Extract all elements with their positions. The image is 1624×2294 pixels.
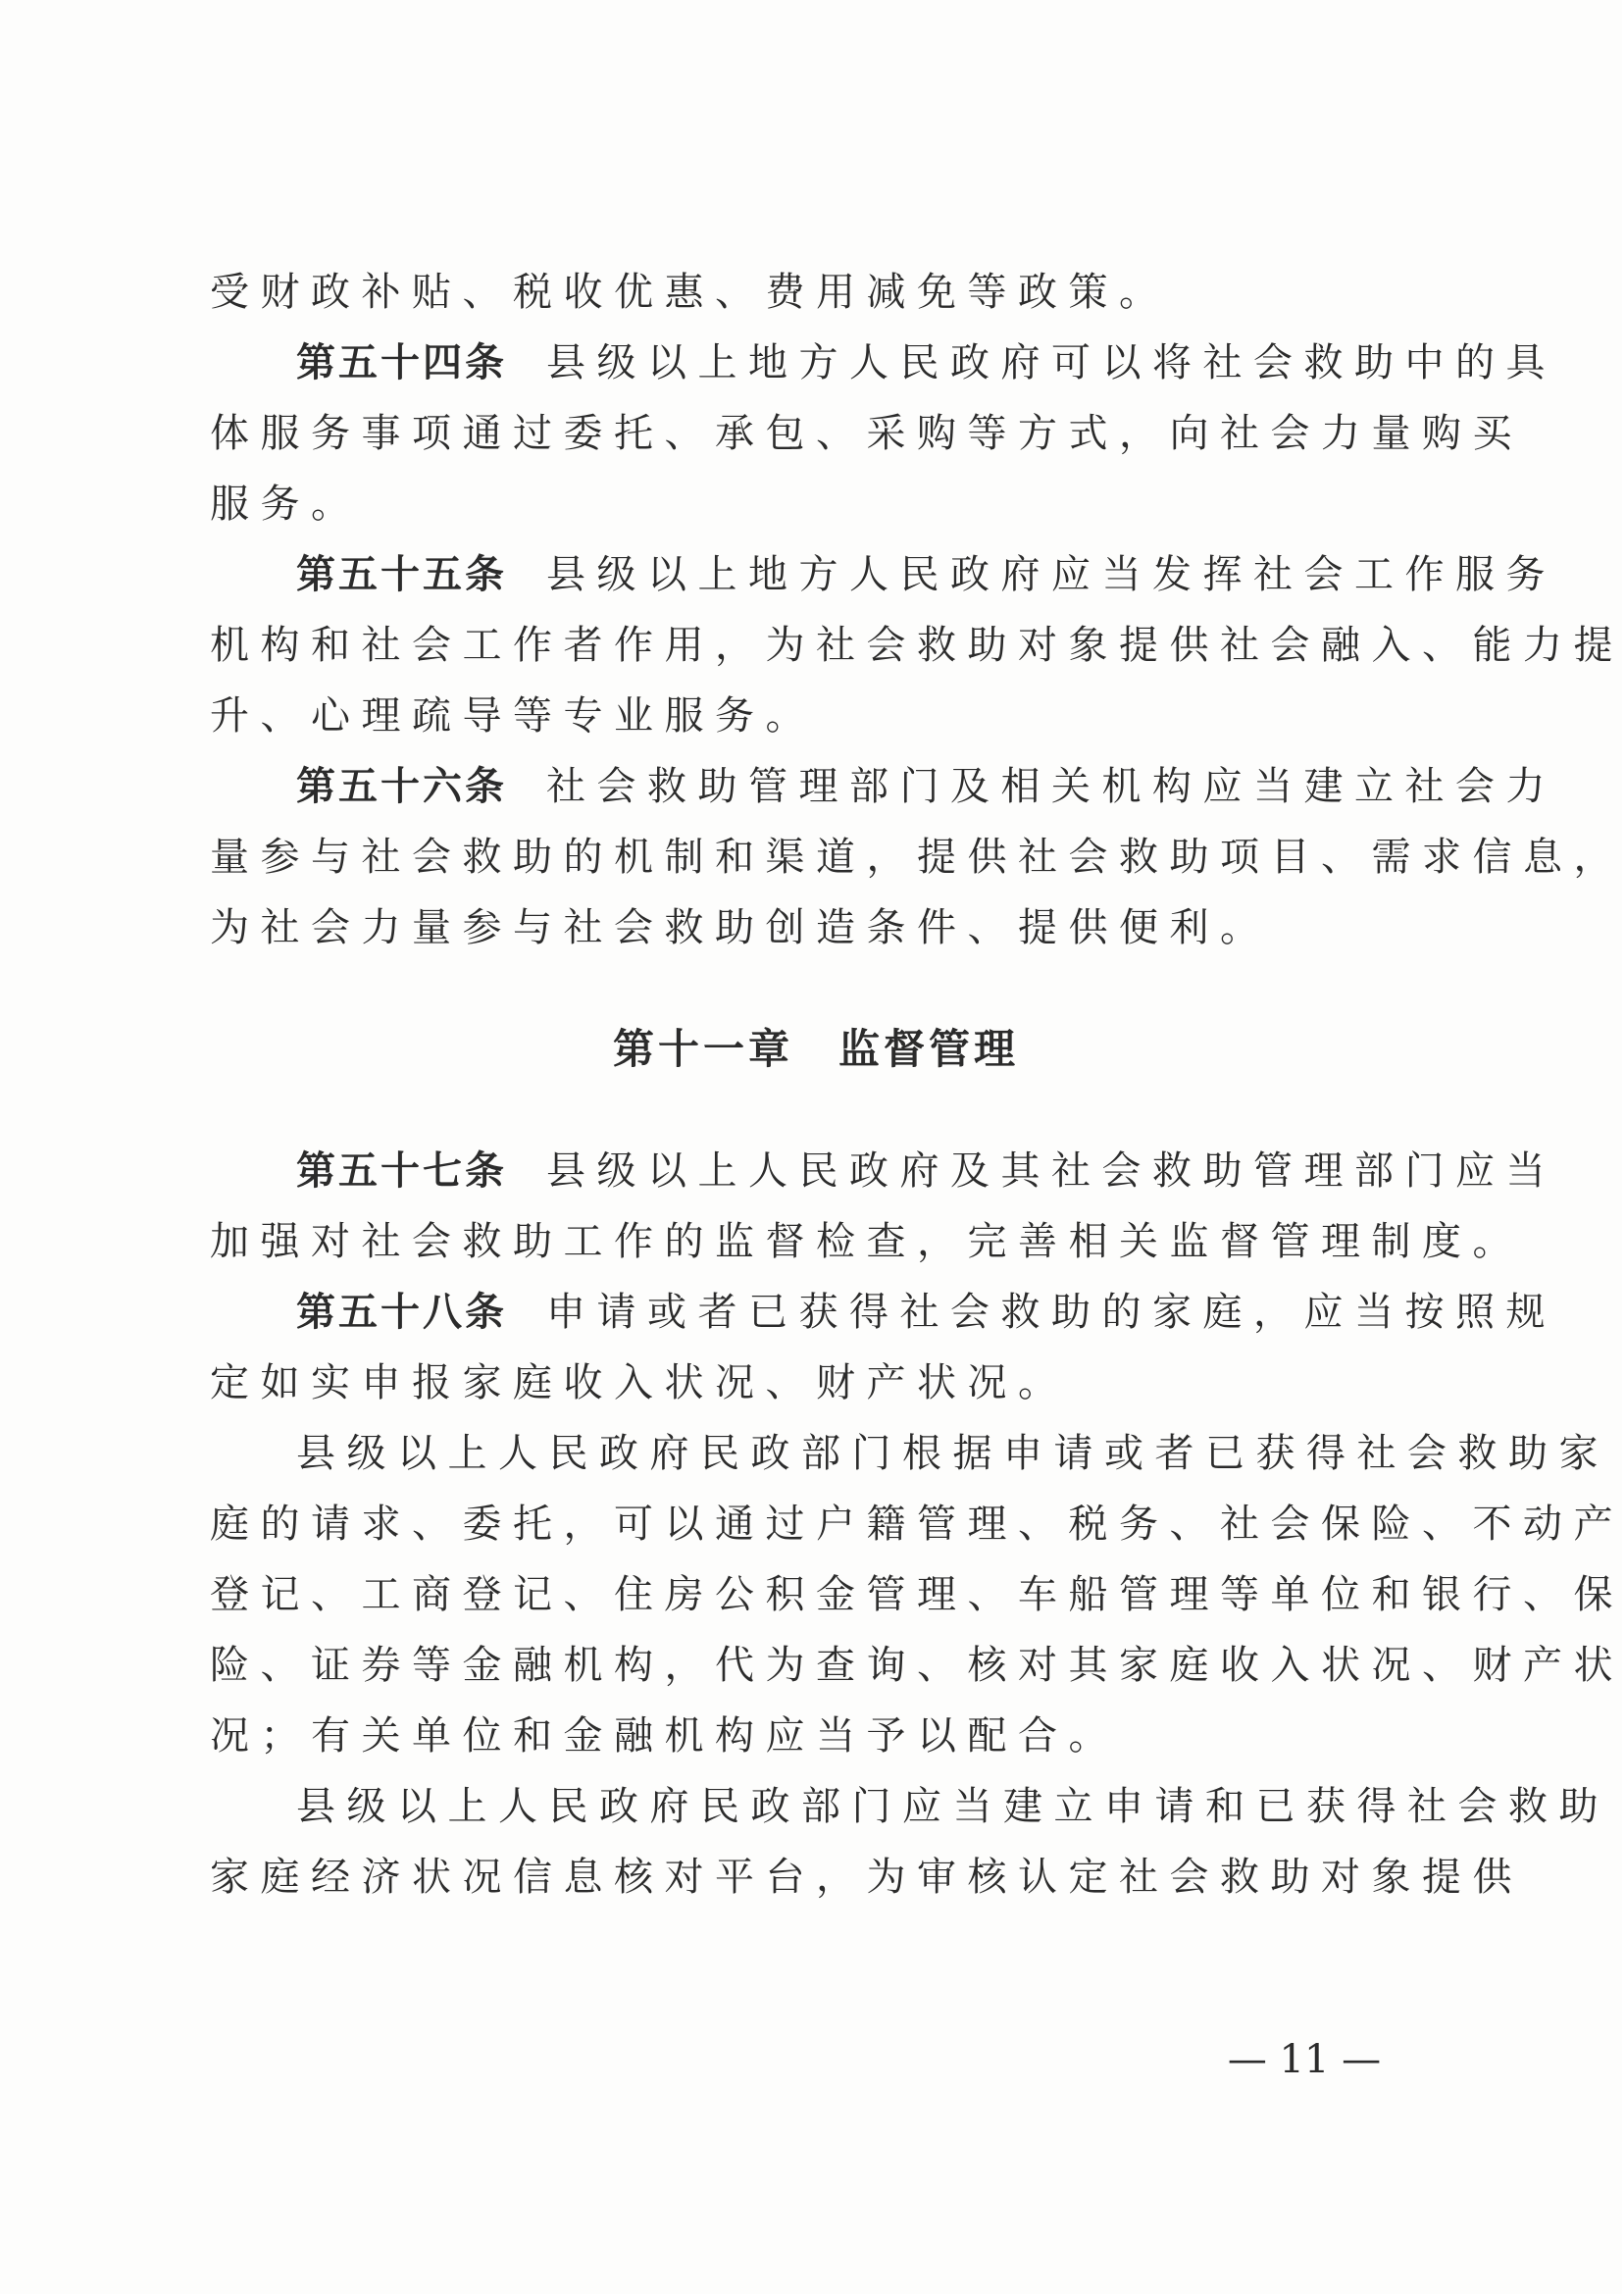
article-text: 县级以上地方人民政府应当发挥社会工作服务 (546, 552, 1556, 597)
article-57-line (210, 1136, 1556, 1206)
chapter-heading (210, 963, 1422, 1136)
article-text: 社会救助管理部门及相关机构应当建立社会力 (546, 764, 1556, 809)
text-line: 险、证券等金融机构，代为查询、核对其家庭收入状况、财产状 (210, 1643, 1624, 1688)
article-56-line (210, 751, 1556, 822)
article-text: 申请或者已获得社会救助的家庭，应当按照规 (546, 1290, 1556, 1335)
text-line: 家庭经济状况信息核对平台，为审核认定社会救助对象提供 (210, 1855, 1523, 1900)
text-line: 况；有关单位和金融机构应当予以配合。 (210, 1713, 1119, 1759)
text-line: 受财政补贴、税收优惠、费用减免等政策。 (210, 270, 1170, 315)
text-line: 加强对社会救助工作的监督检查，完善相关监督管理制度。 (210, 1219, 1523, 1264)
article-55-line (210, 539, 1556, 610)
article-54-line (210, 328, 1556, 398)
text-line: 机构和社会工作者作用，为社会救助对象提供社会融入、能力提 (210, 623, 1624, 668)
text-line: 县级以上人民政府民政部门根据申请或者已获得社会救助家 (296, 1431, 1609, 1476)
chapter-title: 监督管理 (838, 1025, 1020, 1073)
text-line: 县级以上人民政府民政部门应当建立申请和已获得社会救助 (296, 1784, 1609, 1829)
text-line: 庭的请求、委托，可以通过户籍管理、税务、社会保险、不动产 (210, 1502, 1624, 1547)
text-line: 服务。 (210, 482, 362, 527)
text-line: 量参与社会救助的机制和渠道，提供社会救助项目、需求信息， (210, 835, 1624, 880)
article-58-line (210, 1277, 1556, 1348)
text-line: 定如实申报家庭收入状况、财产状况。 (210, 1360, 1069, 1405)
text-line: 为社会力量参与社会救助创造条件、提供便利。 (210, 905, 1271, 950)
article-text: 县级以上地方人民政府可以将社会救助中的具 (546, 340, 1556, 385)
article-text: 县级以上人民政府及其社会救助管理部门应当 (546, 1148, 1556, 1194)
document-body (210, 257, 1624, 1912)
page-number: — 11 — (1227, 2037, 1382, 2082)
text-line: 登记、工商登记、住房公积金管理、车船管理等单位和银行、保 (210, 1572, 1624, 1617)
chapter-number: 第十一章 (612, 1025, 793, 1073)
article-number: 第五十七条 (296, 1148, 507, 1194)
text-line: 体服务事项通过委托、承包、采购等方式，向社会力量购买 (210, 411, 1523, 456)
text-line: 升、心理疏导等专业服务。 (210, 693, 816, 739)
article-number: 第五十八条 (296, 1290, 507, 1335)
article-number: 第五十五条 (296, 552, 507, 597)
article-number: 第五十四条 (296, 340, 507, 385)
article-number: 第五十六条 (296, 764, 507, 809)
